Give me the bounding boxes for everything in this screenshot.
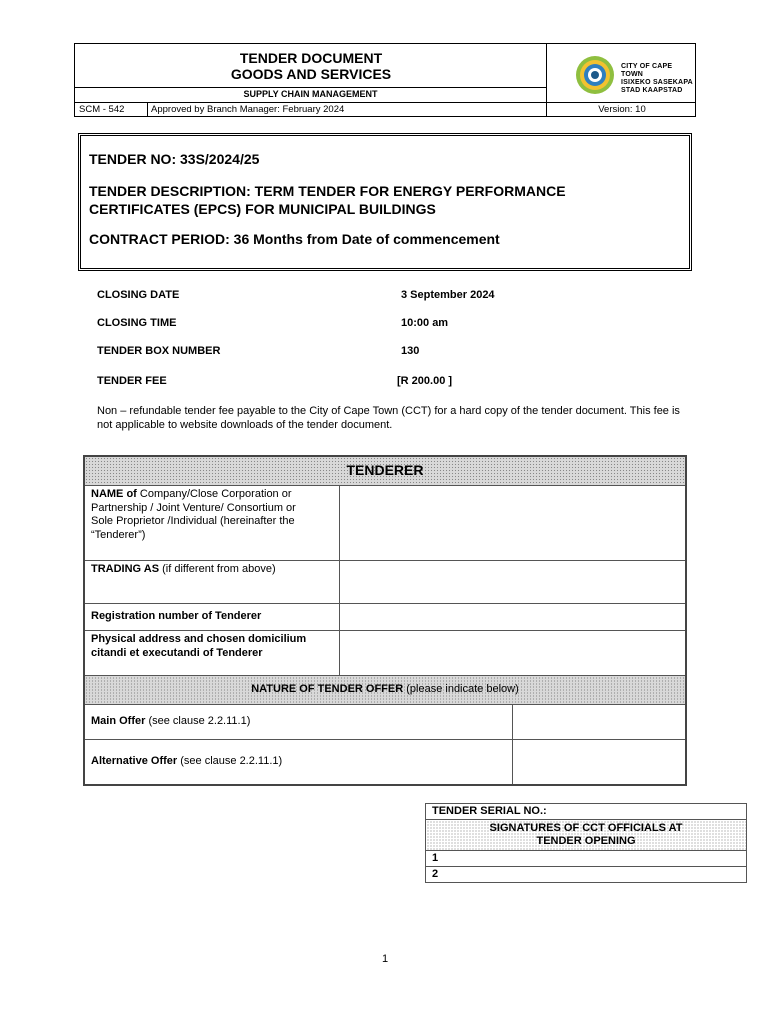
closing-time-label: CLOSING TIME bbox=[97, 317, 177, 329]
serial-table bbox=[425, 803, 747, 883]
main-offer-label: Main Offer (see clause 2.2.11.1) bbox=[84, 705, 513, 740]
registration-label: Registration number of Tenderer bbox=[84, 604, 340, 631]
trading-as-field[interactable] bbox=[340, 561, 687, 604]
contract-period: CONTRACT PERIOD: 36 Months from Date of commencement bbox=[89, 231, 500, 247]
alternative-offer-label: Alternative Offer (see clause 2.2.11.1) bbox=[84, 740, 513, 786]
name-field[interactable] bbox=[340, 486, 687, 561]
tender-summary-box bbox=[78, 133, 692, 271]
tender-fee-value: [R 200.00 ] bbox=[397, 375, 453, 387]
registration-field[interactable] bbox=[340, 604, 687, 631]
nature-heading: NATURE OF TENDER OFFER (please indicate below) bbox=[84, 676, 686, 705]
address-field[interactable] bbox=[340, 631, 687, 676]
logo-text: CITY OF CAPE TOWN ISIXEKO SASEKAPA STAD KAAPSTAD bbox=[621, 63, 693, 94]
trading-as-label: TRADING AS (if different from above) bbox=[84, 561, 340, 604]
name-label: NAME of Company/Close Corporation or Partnership / Joint Venture/ Consortium or Sole Proprietor /Individual (hereinafter the “Tenderer”) bbox=[84, 486, 340, 561]
signature-row-2[interactable]: 2 bbox=[426, 867, 747, 883]
closing-date-value: 3 September 2024 bbox=[401, 289, 495, 301]
divider bbox=[75, 102, 696, 103]
closing-time-value: 10:00 am bbox=[401, 317, 449, 329]
document-header bbox=[74, 43, 696, 117]
header-title: TENDER DOCUMENT GOODS AND SERVICES bbox=[230, 50, 392, 82]
tender-number: TENDER NO: 33S/2024/25 bbox=[89, 151, 260, 167]
approval-note: Approved by Branch Manager: February 2024 bbox=[151, 104, 345, 115]
tenderer-table bbox=[83, 455, 687, 786]
tender-box-label: TENDER BOX NUMBER bbox=[97, 345, 221, 357]
divider bbox=[147, 102, 148, 117]
signatures-heading: SIGNATURES OF CCT OFFICIALS AT TENDER OPENING bbox=[426, 820, 747, 851]
alternative-offer-field[interactable] bbox=[513, 740, 687, 786]
tender-box-value: 130 bbox=[401, 345, 420, 357]
scm-code: SCM - 542 bbox=[79, 104, 125, 115]
fee-note: Non – refundable tender fee payable to the City of Cape Town (CCT) for a hard copy of the tender document. This fee is not applicable to website downloads of the tender document. bbox=[97, 405, 680, 431]
version-label: Version: 10 bbox=[598, 104, 646, 115]
city-logo-icon bbox=[574, 54, 616, 96]
divider bbox=[75, 87, 546, 88]
tender-description: TENDER DESCRIPTION: TERM TENDER FOR ENERGY PERFORMANCE CERTIFICATES (EPCS) FOR MUNICIPAL BUILDINGS bbox=[89, 183, 566, 217]
tenderer-heading: TENDERER bbox=[84, 456, 686, 486]
address-label: Physical address and chosen domicilium citandi et executandi of Tenderer bbox=[84, 631, 340, 676]
page-number: 1 bbox=[381, 953, 389, 965]
tender-fee-label: TENDER FEE bbox=[97, 375, 167, 387]
signature-row-1[interactable]: 1 bbox=[426, 851, 747, 867]
header-subtitle: SUPPLY CHAIN MANAGEMENT bbox=[243, 89, 378, 99]
main-offer-field[interactable] bbox=[513, 705, 687, 740]
closing-date-label: CLOSING DATE bbox=[97, 289, 180, 301]
serial-title: TENDER SERIAL NO.: bbox=[426, 804, 747, 820]
